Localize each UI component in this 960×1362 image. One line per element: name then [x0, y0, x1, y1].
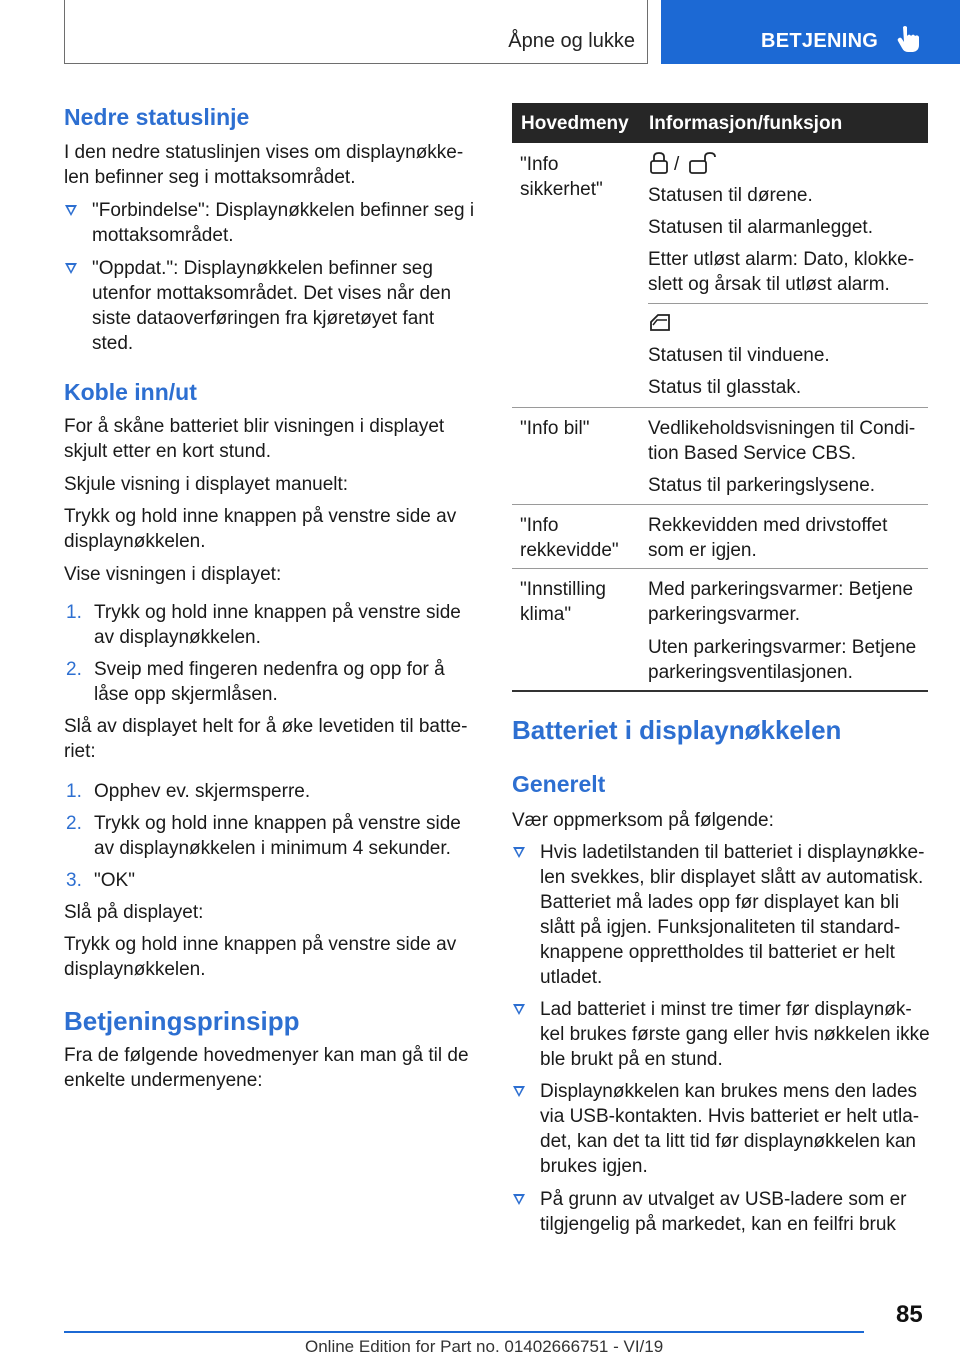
page-number: 85	[896, 1301, 923, 1328]
list-item: 2. Trykk og hold inne knappen på venstre side av displaynøkkelen i minimum 4 sekunder.	[66, 813, 461, 859]
heading-koble-inn-ut: Koble inn/ut	[64, 379, 197, 405]
step-number: 1.	[66, 781, 82, 802]
bullet-triangle-icon	[513, 1194, 525, 1205]
header-chapter-title: BETJENING	[761, 30, 879, 52]
column-header-informasjon: Informasjon/funksjon	[649, 113, 843, 134]
list-item: 2. Sveip med fingeren nedenfra og opp for å låse opp skjermlåsen.	[66, 659, 445, 705]
list-item: Lad batteriet i minst tre timer før displaynøk- kel brukes første gang eller hvis nøkkelen ikke ble brukt på en stund.	[540, 997, 930, 1072]
list-item: "Forbindelse": Displaynøkkelen befinner seg i mottaksområdet.	[92, 198, 474, 248]
table-cell-menu: "Info rekkevidde"	[520, 515, 619, 561]
door-locked-icon	[648, 151, 670, 175]
table-cell-info: Statusen til dørene.	[648, 185, 813, 206]
heading-generelt: Generelt	[512, 771, 606, 797]
pointing-hand-icon	[893, 24, 923, 54]
icon-separator: /	[674, 154, 680, 175]
paragraph-koble-1: For å skåne batteriet blir visningen i displayet skjult etter en kort stund.	[64, 416, 445, 462]
list-item: Displaynøkkelen kan brukes mens den lades via USB-kontakten. Hvis batteriet er helt utla- det, kan det ta litt tid før displaynøkkelen kan brukes igjen.	[540, 1079, 919, 1179]
table-divider	[648, 303, 928, 304]
column-header-hovedmeny: Hovedmeny	[521, 113, 629, 134]
header-section-title: Åpne og lukke	[508, 30, 635, 52]
paragraph-koble-3: Trykk og hold inne knappen på venstre side av displaynøkkelen.	[64, 506, 457, 552]
list-item: 3. "OK"	[66, 870, 135, 891]
bullet-triangle-icon	[513, 1004, 525, 1015]
step-number: 1.	[66, 602, 82, 623]
paragraph-koble-2: Skjule visning i displayet manuelt:	[64, 474, 349, 495]
table-cell-menu: "Innstilling klima"	[520, 579, 606, 625]
paragraph-on-2: Trykk og hold inne knappen på venstre side av displaynøkkelen.	[64, 934, 457, 980]
list-item: Hvis ladetilstanden til batteriet i displaynøkke- len svekkes, blir displayet slått av automatisk. Batteriet må lades opp før displayet kan bli slått på igjen. Funksjonaliteten til standard- knappene opprettholdes til batteriet er helt utladet.	[540, 840, 924, 990]
step-number: 3.	[66, 870, 82, 891]
table-bottom-border	[512, 690, 928, 692]
table-cell-menu: "Info sikkerhet"	[520, 154, 603, 200]
list-item: På grunn av utvalget av USB-ladere som er tilgjengelig på markedet, kan en feilfri bruk	[540, 1187, 906, 1237]
step-number: 2.	[66, 813, 82, 834]
table-cell-info: Med parkeringsvarmer: Betjene parkeringsvarmer.	[648, 579, 914, 625]
paragraph-off: Slå av displayet helt for å øke levetiden til batte- riet:	[64, 716, 468, 762]
paragraph-generelt: Vær oppmerksom på følgende:	[512, 810, 774, 831]
heading-betjeningsprinsipp: Betjeningsprinsipp	[64, 1006, 300, 1036]
list-item: "Oppdat.": Displaynøkkelen befinner seg utenfor mottaksområdet. Det vises når den siste dataoverføringen fra kjøretøyet fant sted.	[92, 256, 451, 356]
paragraph-status-line1: I den nedre statuslinjen vises om displaynøkke-	[64, 142, 464, 163]
bullet-triangle-icon	[65, 263, 77, 274]
bullet-triangle-icon	[65, 205, 77, 216]
table-cell-menu: "Info bil"	[520, 418, 590, 439]
window-icon	[648, 312, 672, 332]
bullet-triangle-icon	[513, 1086, 525, 1097]
step-number: 2.	[66, 659, 82, 680]
list-item: 1. Trykk og hold inne knappen på venstre side av displaynøkkelen.	[66, 602, 461, 648]
list-item: 1. Opphev ev. skjermsperre.	[66, 781, 311, 802]
table-cell-info: Statusen til vinduene.	[648, 345, 830, 366]
paragraph-on: Slå på displayet:	[64, 902, 204, 923]
table-cell-info: Uten parkeringsvarmer: Betjene parkeringsventilasjonen.	[648, 637, 917, 683]
table-cell-info: Status til parkeringslysene.	[648, 475, 876, 496]
table-cell-info: Statusen til alarmanlegget.	[648, 217, 873, 238]
door-unlocked-icon	[688, 151, 716, 175]
footer-edition: Online Edition for Part no. 01402666751 - VI/19	[305, 1337, 664, 1356]
table-divider	[512, 504, 928, 505]
table-cell-info: Rekkevidden med drivstoffet som er igjen.	[648, 515, 888, 561]
bullet-triangle-icon	[513, 847, 525, 858]
table-header	[512, 103, 928, 143]
paragraph-koble-4: Vise visningen i displayet:	[64, 564, 282, 585]
table-cell-info: Etter utløst alarm: Dato, klokke- slett og årsak til utløst alarm.	[648, 249, 915, 295]
paragraph-status-line2: len befinner seg i mottaksområdet.	[64, 167, 356, 188]
table-divider	[512, 407, 928, 408]
heading-nedre-statuslinje: Nedre statuslinje	[64, 104, 250, 130]
footer-rule	[64, 1331, 864, 1333]
header-section-box	[64, 0, 648, 64]
table-cell-info: Vedlikeholdsvisningen til Condi- tion Based Service CBS.	[648, 418, 916, 464]
table-divider	[512, 568, 928, 569]
heading-batteriet: Batteriet i displaynøkkelen	[512, 715, 842, 745]
paragraph-prinsipp: Fra de følgende hovedmenyer kan man gå til de enkelte undermenyene:	[64, 1045, 469, 1091]
table-cell-info: Status til glasstak.	[648, 377, 802, 398]
header-chapter-tab[interactable]	[661, 0, 960, 64]
